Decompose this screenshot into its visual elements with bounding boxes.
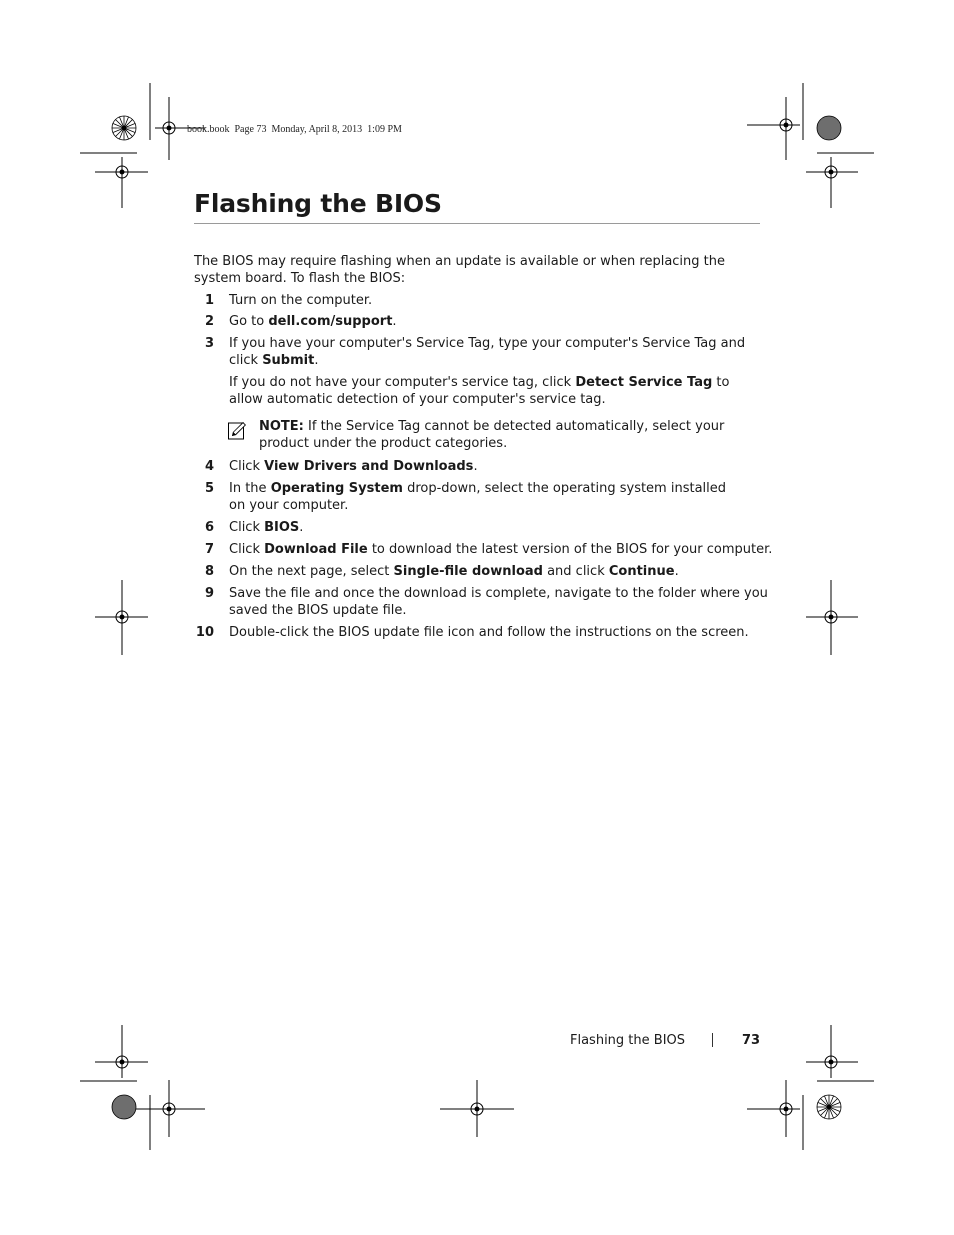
note-text: NOTE: If the Service Tag cannot be detected automatically, select your product under the product categories. xyxy=(259,419,725,451)
step-text: On the next page, select Single-file download and click Continue. xyxy=(229,564,679,579)
step-text: Click View Drivers and Downloads. xyxy=(229,459,478,474)
proof-header: book.book Page 73 Monday, April 8, 2013 1:09 PM xyxy=(187,124,402,135)
step-number: 7 xyxy=(204,542,214,557)
step-number: 6 xyxy=(204,520,214,535)
page-number: 73 xyxy=(742,1033,761,1048)
step-text: Go to dell.com/support. xyxy=(229,314,397,329)
step-number: 8 xyxy=(204,564,214,579)
step-number: 2 xyxy=(204,314,214,329)
step-number: 5 xyxy=(204,481,214,496)
support-url: dell.com/support xyxy=(268,314,393,329)
step-number: 9 xyxy=(204,586,214,601)
step-text: Save the file and once the download is complete, navigate to the folder where you saved the BIOS update file. xyxy=(229,586,768,618)
step-text: Double-click the BIOS update file icon and follow the instructions on the screen. xyxy=(229,625,749,640)
step-text: Click BIOS. xyxy=(229,520,304,535)
note-label: NOTE: xyxy=(259,419,304,434)
step-text: In the Operating System drop-down, select the operating system installed on your computer. xyxy=(229,481,727,513)
step-text: Turn on the computer. xyxy=(229,293,373,308)
footer-section-title: Flashing the BIOS xyxy=(570,1033,686,1048)
step-number: 3 xyxy=(204,336,214,351)
pencil-note-icon xyxy=(228,420,248,440)
footer-separator xyxy=(712,1033,713,1047)
step-number: 1 xyxy=(204,293,214,308)
step-text: If you have your computer's Service Tag, type your computer's Service Tag and click Submit. xyxy=(229,336,746,368)
step-subparagraph: If you do not have your computer's service tag, click Detect Service Tag to allow automatic detection of your computer's service tag. xyxy=(229,375,730,407)
step-number: 4 xyxy=(204,459,214,474)
title-underline xyxy=(194,223,760,224)
step-number: 10 xyxy=(195,625,214,640)
intro-paragraph: The BIOS may require flashing when an update is available or when replacing the system board. To flash the BIOS: xyxy=(194,254,726,286)
page-title: Flashing the BIOS xyxy=(194,189,442,218)
step-text: Click Download File to download the latest version of the BIOS for your computer. xyxy=(229,542,773,557)
